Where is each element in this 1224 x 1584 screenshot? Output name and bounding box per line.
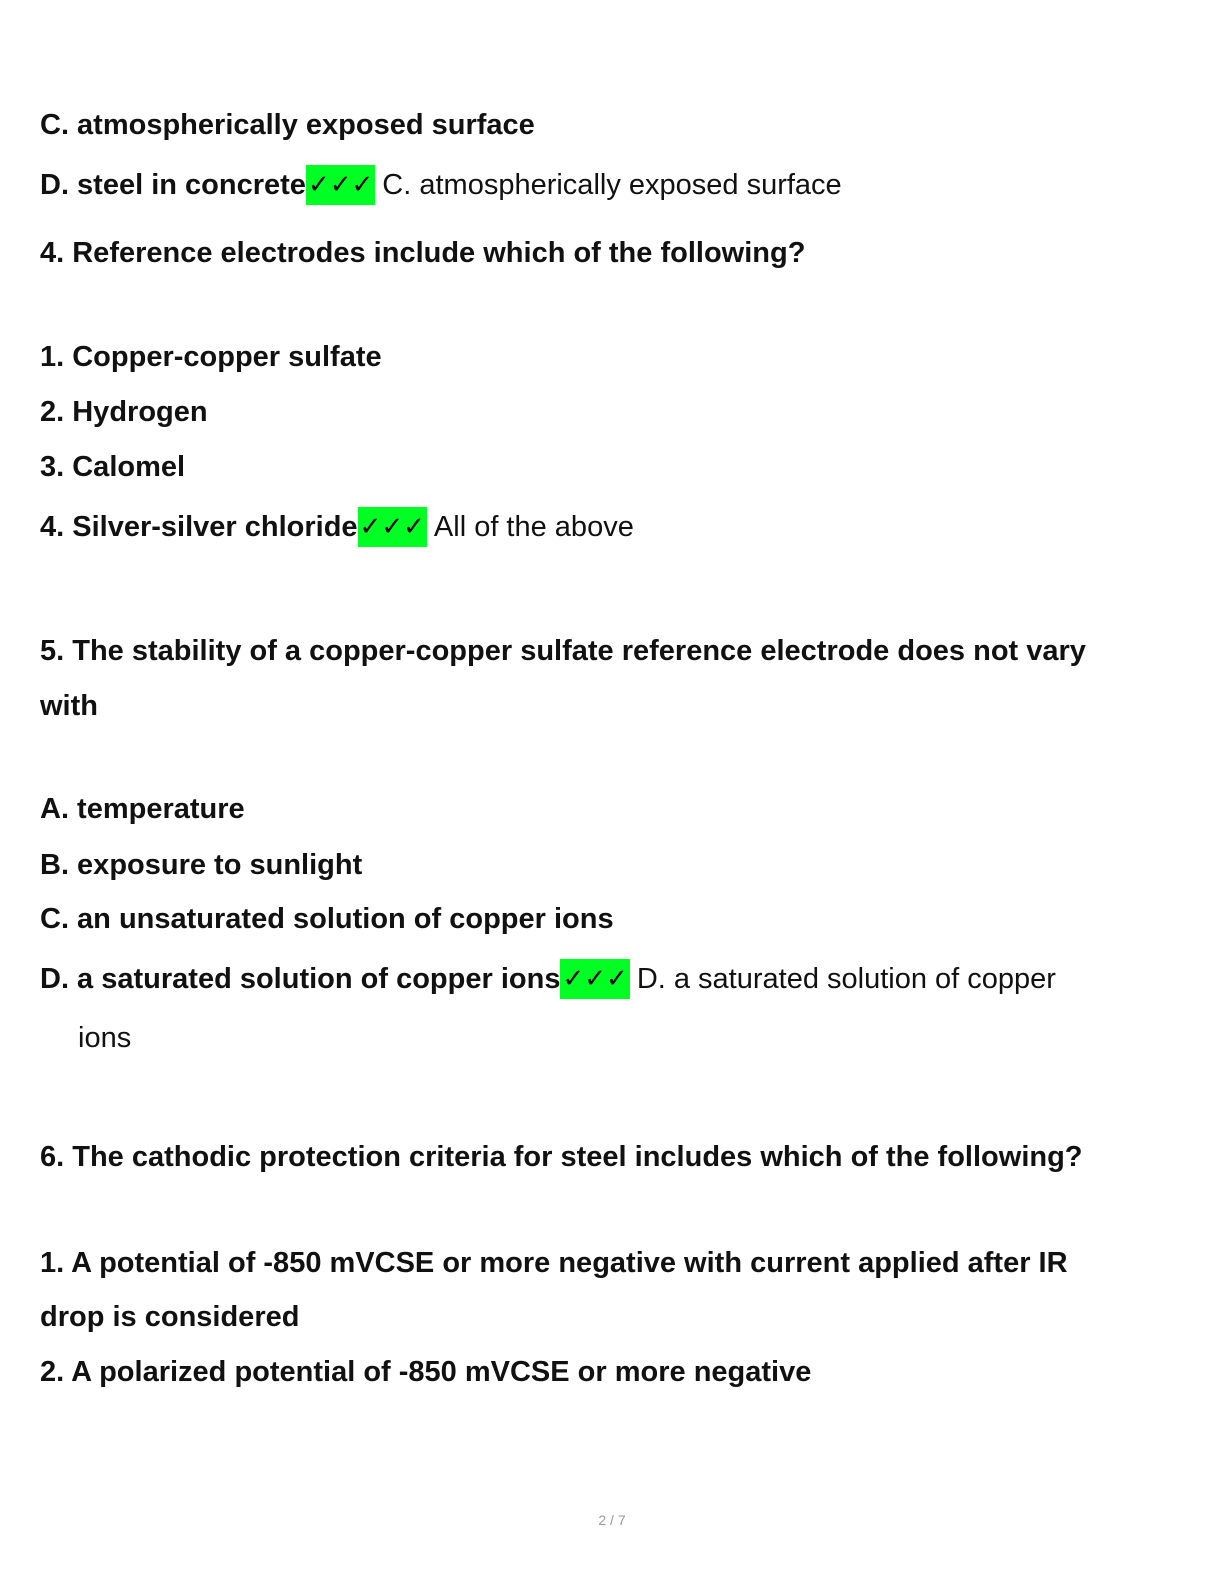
q6-item-1-line-2: drop is considered — [40, 1301, 300, 1333]
q6-question: 6. The cathodic protection criteria for steel includes which of the following? — [40, 1141, 1083, 1173]
q4-item-4: 4. Silver-silver chloride — [40, 511, 358, 543]
q5-question-line-1: 5. The stability of a copper-copper sulfate reference electrode does not vary — [40, 635, 1086, 667]
q4-item-4-row — [40, 510, 634, 550]
q5-option-b: B. exposure to sunlight — [40, 849, 363, 881]
q5-option-a: A. temperature — [40, 793, 245, 825]
q3-option-d-row — [40, 168, 842, 208]
q6-item-2: 2. A polarized potential of -850 mVCSE or more negative — [40, 1356, 812, 1388]
q5-option-d: D. a saturated solution of copper ions — [40, 963, 561, 995]
check-mark-icon: ✓✓✓ — [306, 165, 375, 205]
page-number: 2 / 7 — [598, 1512, 626, 1528]
q5-option-d-row — [40, 962, 1056, 1002]
q5-option-c: C. an unsaturated solution of copper ions — [40, 903, 614, 935]
q4-item-1: 1. Copper-copper sulfate — [40, 341, 382, 373]
check-mark-icon: ✓✓✓ — [560, 959, 629, 999]
q6-item-1-line-1: 1. A potential of -850 mVCSE or more negative with current applied after IR — [40, 1247, 1068, 1279]
check-mark-icon: ✓✓✓ — [358, 507, 427, 547]
q4-item-2: 2. Hydrogen — [40, 396, 208, 428]
q4-answer: All of the above — [433, 511, 634, 543]
q3-option-c: C. atmospherically exposed surface — [40, 109, 535, 141]
q5-question-line-2: with — [40, 690, 98, 722]
q3-option-d: D. steel in concrete — [40, 169, 306, 201]
q4-item-3: 3. Calomel — [40, 451, 186, 483]
q3-answer: C. atmospherically exposed surface — [382, 169, 842, 201]
q5-answer-continuation: ions — [78, 1022, 132, 1054]
q4-question: 4. Reference electrodes include which of the following? — [40, 237, 806, 269]
q5-answer: D. a saturated solution of copper — [636, 963, 1056, 995]
